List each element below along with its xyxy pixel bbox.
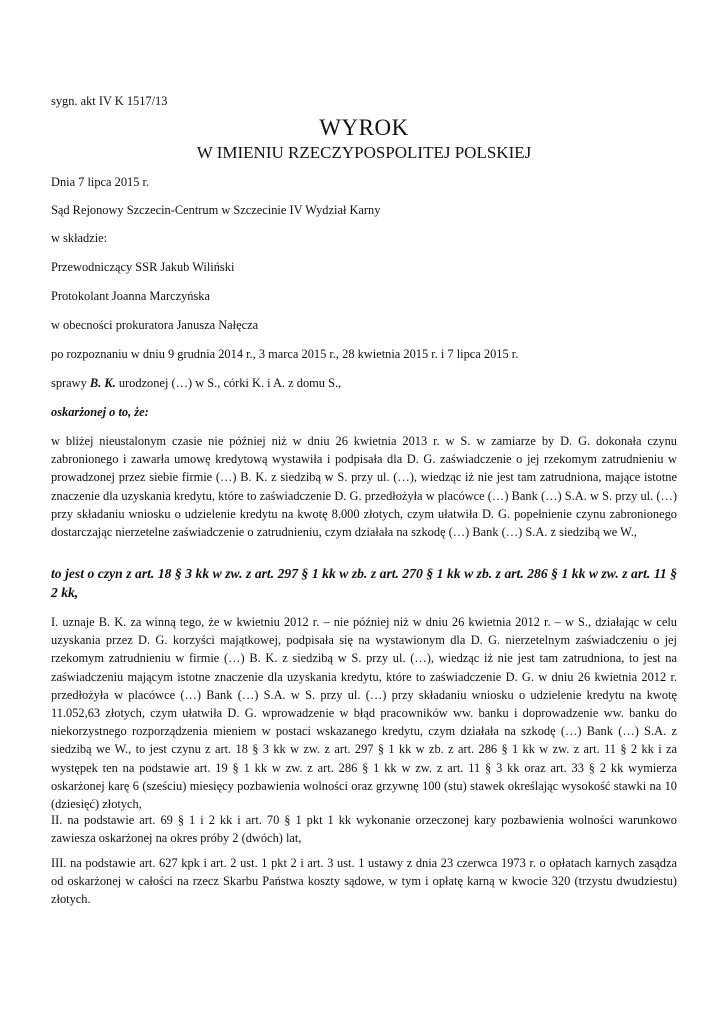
charge-qualification: to jest o czyn z art. 18 § 3 kk w zw. z art. 297 § 1 kk w zb. z art. 270 § 1 kk w zb. z art. 286 § 1 kk w zw. z art. 11 § 2 kk, bbox=[51, 566, 677, 600]
document-subtitle: W IMIENIU RZECZYPOSPOLITEJ POLSKIEJ bbox=[196, 143, 532, 162]
verdict-point-3: III. na podstawie art. 627 kpk i art. 2 ust. 1 pkt 2 i art. 3 ust. 1 ustawy z dnia 23 czerwca 1973 r. o opłatach karnych zasądza od oskarżonej w całości na rzecz Skarbu Państwa koszty sądowe, w tym i opłatę karną w kwocie 320 (trzystu dwudziestu) złotych. bbox=[51, 856, 677, 907]
court-name: Sąd Rejonowy Szczecin-Centrum w Szczecinie IV Wydział Karny bbox=[51, 203, 381, 217]
verdict-point-2: II. na podstawie art. 69 § 1 i 2 kk i art. 70 § 1 pkt 1 kk wykonanie orzeczonej kary pozbawienia wolności warunkowo zawiesza oskarżonej na okres próby 2 (dwóch) lat, bbox=[51, 813, 677, 846]
court-clerk: Protokolant Joanna Marczyńska bbox=[51, 289, 210, 303]
accusation-paragraph: w bliżej nieustalonym czasie nie później niż w dniu 26 kwietnia 2013 r. w S. w zamiarze by D. G. dokonała czynu zabronionego i zawarła umowę kredytową wystawiła i podpisała dla D. G. zaświadczenie o jej rzekomym zatrudnieniu w prowadzonej przez siebie firmie (…) B. K. z siedzibą w S. przy ul. (…), wiedząc iż nie jest tam zatrudniona, mające istotne znaczenie dla uzyskania kredytu, które to zaświadczenie D. G. przedłożyła w placówce (…) Bank (…) S.A. w S. przy ul. (…) przy składaniu wniosku o udzielenie kredytu na kwotę 8.000 złotych, czym ułatwiła D. G. popełnienie czynu zabronionego dostarczając nierzetelne zaświadczenie o zatrudnieniu, czym działała na szkodę (…) Bank (…) S.A. z siedzibą we W., bbox=[51, 434, 677, 540]
date-line: Dnia 7 lipca 2015 r. bbox=[51, 175, 150, 189]
hearing-dates: po rozpoznaniu w dniu 9 grudnia 2014 r., 3 marca 2015 r., 28 kwietnia 2015 r. i 7 lipca 2015 r. bbox=[51, 347, 519, 361]
case-reference: sygn. akt IV K 1517/13 bbox=[51, 94, 168, 108]
case-subject bbox=[51, 374, 341, 392]
defendant-name: B. K. bbox=[89, 376, 116, 390]
case-suffix: urodzonej (…) w S., córki K. i A. z domu S., bbox=[118, 376, 342, 390]
composition-label: w składzie: bbox=[51, 231, 108, 245]
accused-heading: oskarżonej o to, że: bbox=[51, 405, 149, 419]
prosecutor-line: w obecności prokuratora Janusza Nałęcza bbox=[51, 318, 259, 332]
case-prefix: sprawy bbox=[51, 376, 87, 390]
presiding-judge: Przewodniczący SSR Jakub Wiliński bbox=[51, 260, 235, 274]
verdict-point-1: I. uznaje B. K. za winną tego, że w kwietniu 2012 r. – nie później niż w dniu 26 kwietnia 2012 r. – w S., działając w celu uzyskania przez D. G. korzyści majątkowej, podpisała się na wystawionym dla D. G. nierzetelnym zaświadczeniu o jej rzekomym zatrudnieniu w firmie (…) B. K. z siedzibą w S. przy ul. (…), wiedząc iż nie jest tam zatrudniona, to jest na zaświadczeniu mającym istotne znaczenie dla uzyskania kredytu, które to zaświadczenie D. G. w dniu 26 kwietnia 2012 r. przedłożyła w placówce (…) Bank (…) S.A. w S. przy ul. (…) przy składaniu wniosku o udzielenie kredytu na kwotę 11.052,63 złotych, czym ułatwiła D. G. wprowadzenie w błąd pracowników ww. banku i doprowadzenie ww. banku do niekorzystnego rozporządzenia mieniem w postaci wskazanego kredytu, czym działała na szkodę (…) Bank (…) S.A. z siedzibą we W., to jest czynu z art. 18 § 3 kk w zw. z art. 297 § 1 kk w zb. z art. 286 § 1 kk w zw. z art. 11 § 2 kk i za występek ten na podstawie art. 19 § 1 kk w zw. z art. 286 § 1 kk w zw. z art. 11 § 3 kk oraz art. 33 § 2 kk wymierza oskarżonej karę 6 (sześciu) miesięcy pozbawienia wolności oraz grzywnę 100 (stu) stawek określając wysokość stawki na 10 (dziesięć) złotych, bbox=[51, 615, 677, 812]
document-title: WYROK bbox=[319, 115, 409, 140]
